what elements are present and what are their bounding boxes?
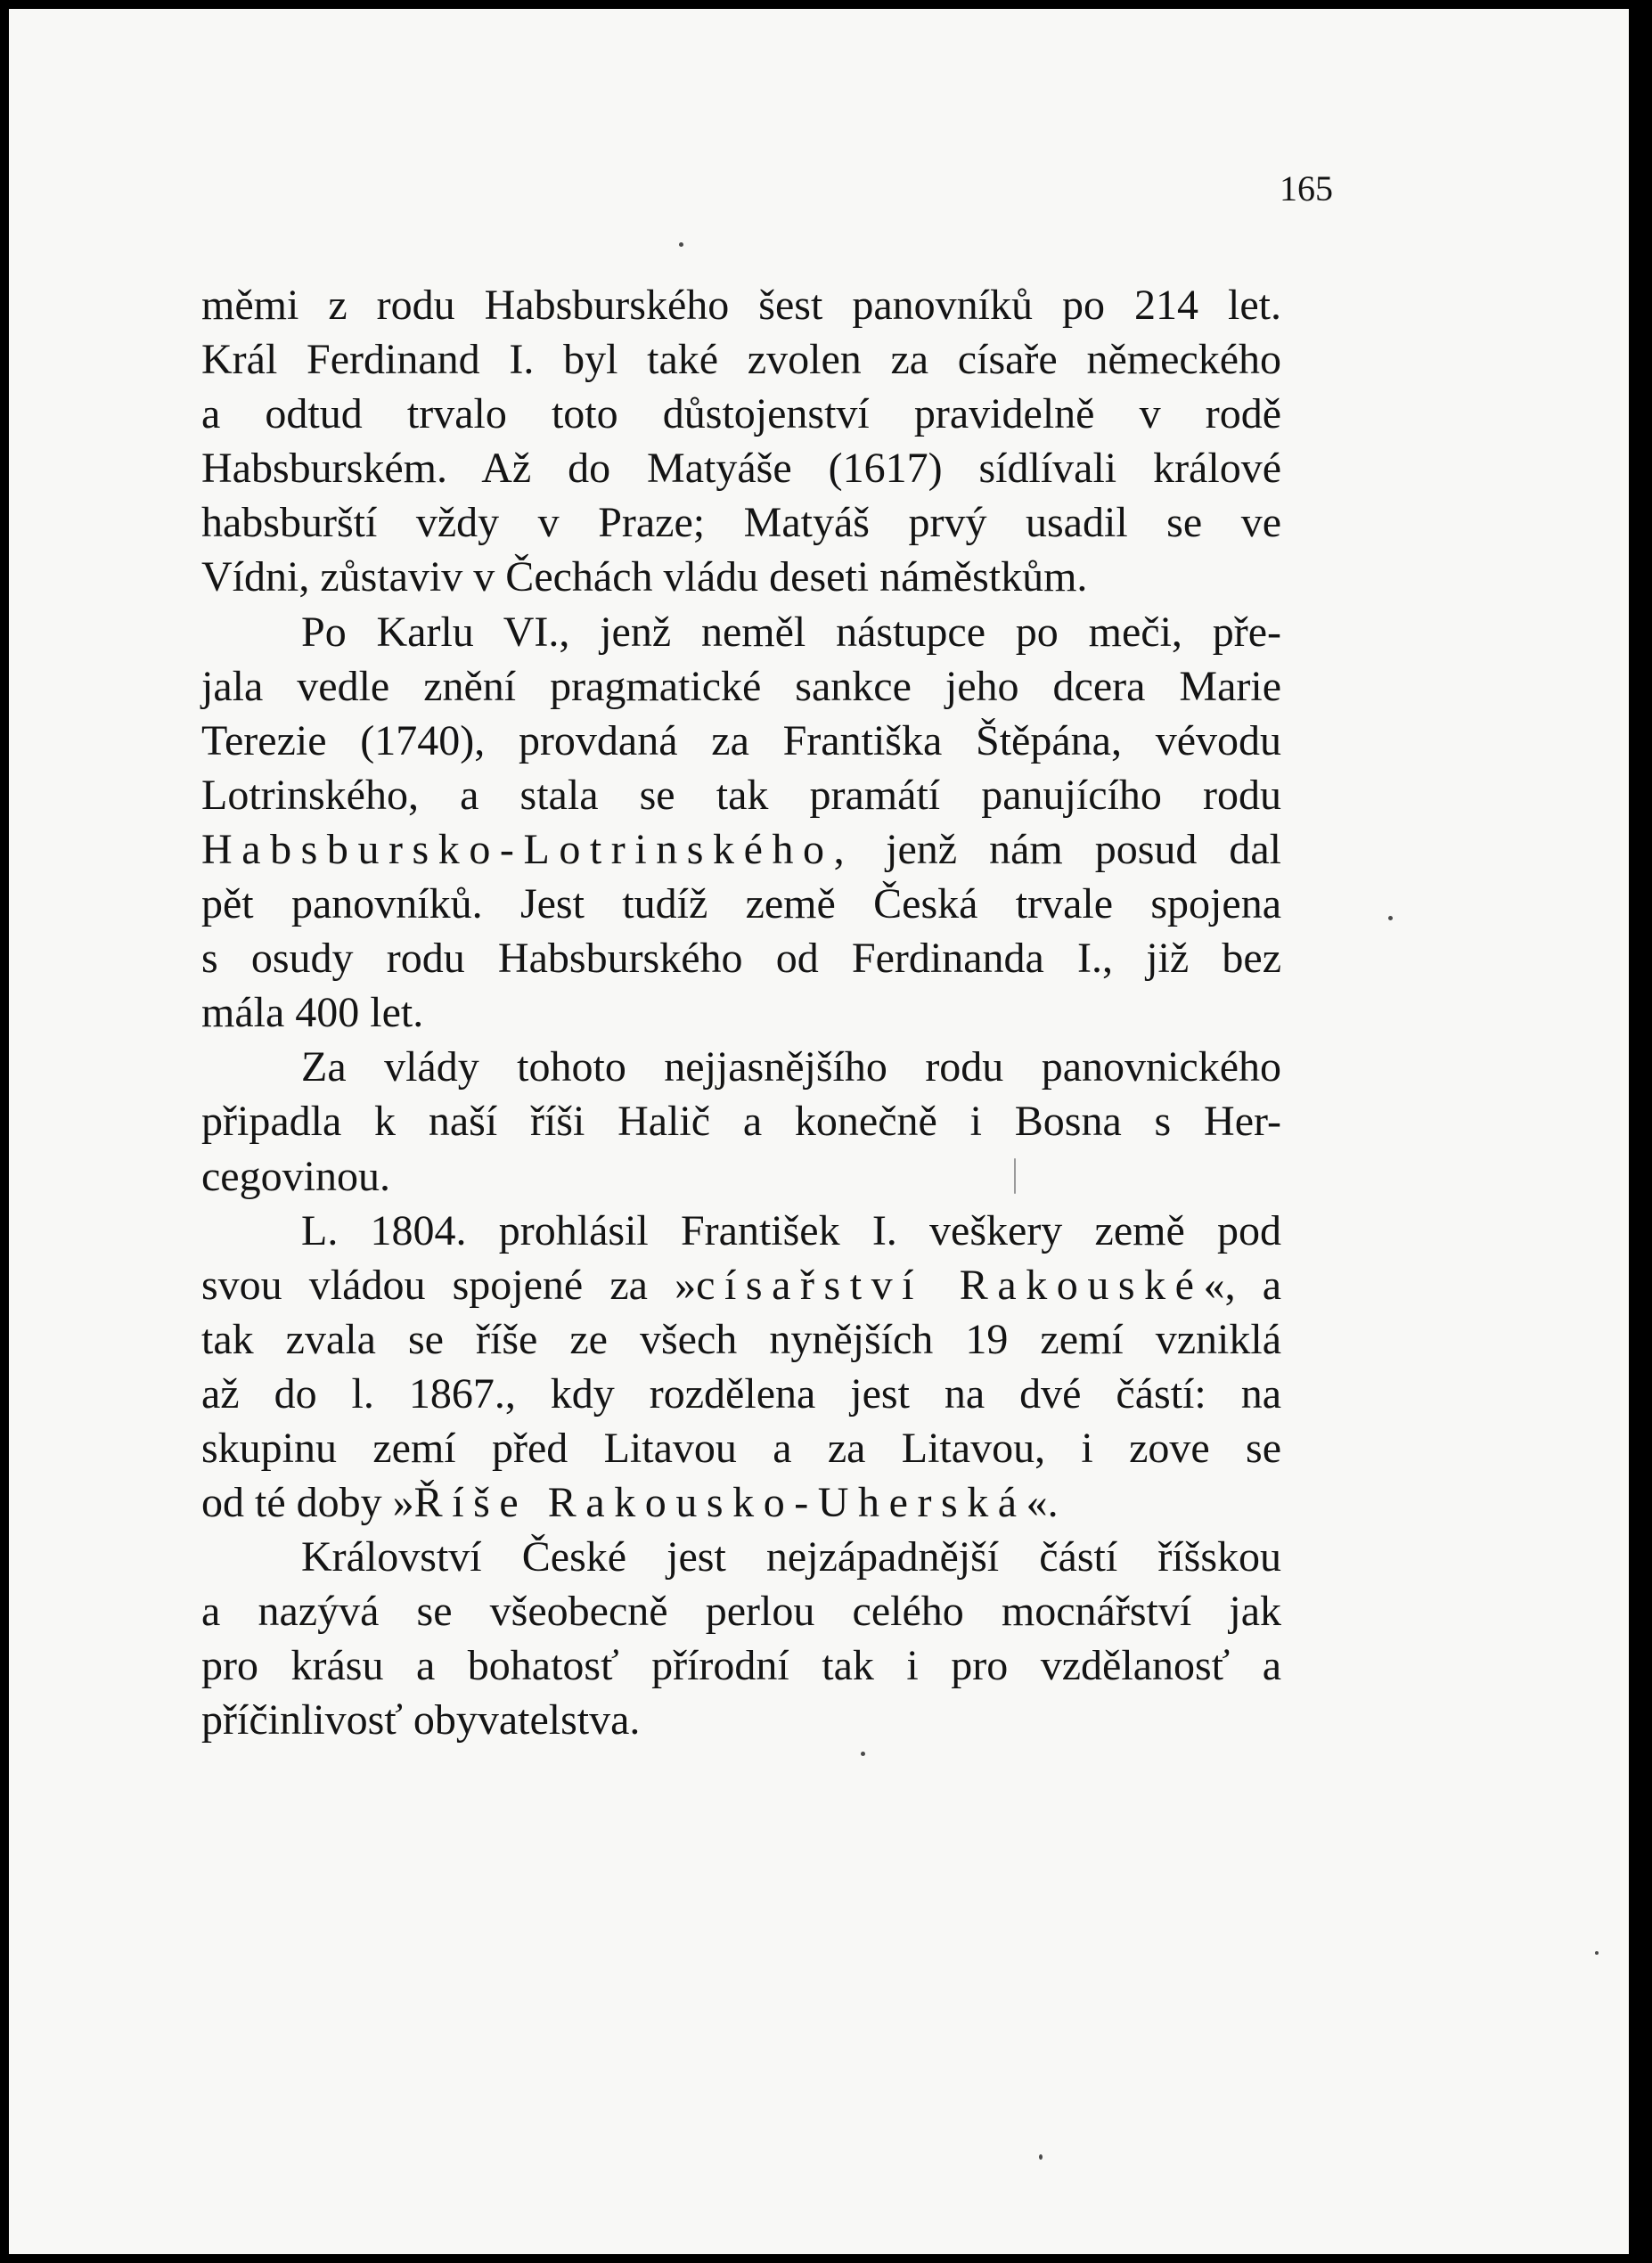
text-fragment: «. [1026, 1479, 1059, 1527]
scan-speck [861, 1752, 865, 1756]
spaced-emphasis: Habsbursko-Lotrinského, [201, 825, 855, 873]
text-fragment: «, a [1203, 1261, 1281, 1309]
scan-speck [1595, 1951, 1599, 1955]
text-line: až do l. 1867., kdy rozdělena jest na dvé částí: na [201, 1369, 1281, 1417]
text-line: skupinu zemí před Litavou a za Litavou, i zove se [201, 1424, 1281, 1472]
text-line: Habsburském. Až do Matyáše (1617) sídlívali králové [201, 445, 1281, 493]
text-line: mála 400 let. [201, 989, 424, 1037]
text-line: Král Ferdinand I. byl také zvolen za císaře německého [201, 336, 1281, 384]
text-line: Po Karlu VI., jenž neměl nástupce po meči, pře- [301, 608, 1281, 656]
text-line [201, 1475, 1281, 1530]
text-line [201, 822, 1281, 877]
text-line: pět panovníků. Jest tudíž země Česká trvale spojena [201, 880, 1281, 928]
spaced-emphasis: Říše Rakousko-Uherská [413, 1479, 1026, 1527]
text-line: měmi z rodu Habsburského šest panovníků po 214 let. [201, 282, 1281, 329]
text-fragment: od té doby » [201, 1479, 414, 1527]
text-line: habsburští vždy v Praze; Matyáš prvý usadil se ve [201, 499, 1281, 547]
scan-speck [1388, 916, 1393, 920]
text-line: připadla k naší říši Halič a konečně i Bosna s Her- [201, 1098, 1281, 1146]
text-line: Terezie (1740), provdaná za Františka Štěpána, vévodu [201, 716, 1281, 764]
spaced-emphasis: císařství Rakouské [696, 1261, 1204, 1309]
text-line: příčinlivosť obyvatelstva. [201, 1696, 641, 1744]
scan-speck [1039, 2154, 1043, 2160]
text-line: L. 1804. prohlásil František I. veškery země pod [301, 1206, 1281, 1254]
scan-speck [679, 242, 683, 247]
text-line: pro krásu a bohatosť přírodní tak i pro vzdělanosť a [201, 1642, 1281, 1690]
scan-speck [1014, 1158, 1016, 1194]
text-line: cegovinou. [201, 1152, 390, 1200]
text-line: tak zvala se říše ze všech nynějších 19 zemí vzniklá [201, 1315, 1281, 1363]
text-line: a nazývá se všeobecně perlou celého mocnářství jak [201, 1588, 1281, 1636]
text-line: s osudy rodu Habsburského od Ferdinanda I., již bez [201, 935, 1281, 983]
text-line: jala vedle znění pragmatické sankce jeho dcera Marie [201, 662, 1281, 710]
page-number: 165 [1280, 168, 1333, 208]
text-line: Lotrinského, a stala se tak pramátí panujícího rodu [201, 771, 1281, 819]
text-line: Vídni, zůstaviv v Čechách vládu deseti náměstkům. [201, 553, 1088, 601]
text-line: a odtud trvalo toto důstojenství pravidelně v rodě [201, 390, 1281, 438]
text-fragment: svou vládou spojené za » [201, 1261, 697, 1309]
text-line: Za vlády tohoto nejjasnějšího rodu panovnického [301, 1043, 1281, 1091]
text-line [201, 1258, 1281, 1312]
body-text [201, 278, 1281, 1748]
text-fragment: jenž nám posud dal [854, 825, 1281, 873]
book-page [9, 9, 1629, 2254]
text-line: Království České jest nejzápadnější částí říšskou [301, 1533, 1281, 1581]
